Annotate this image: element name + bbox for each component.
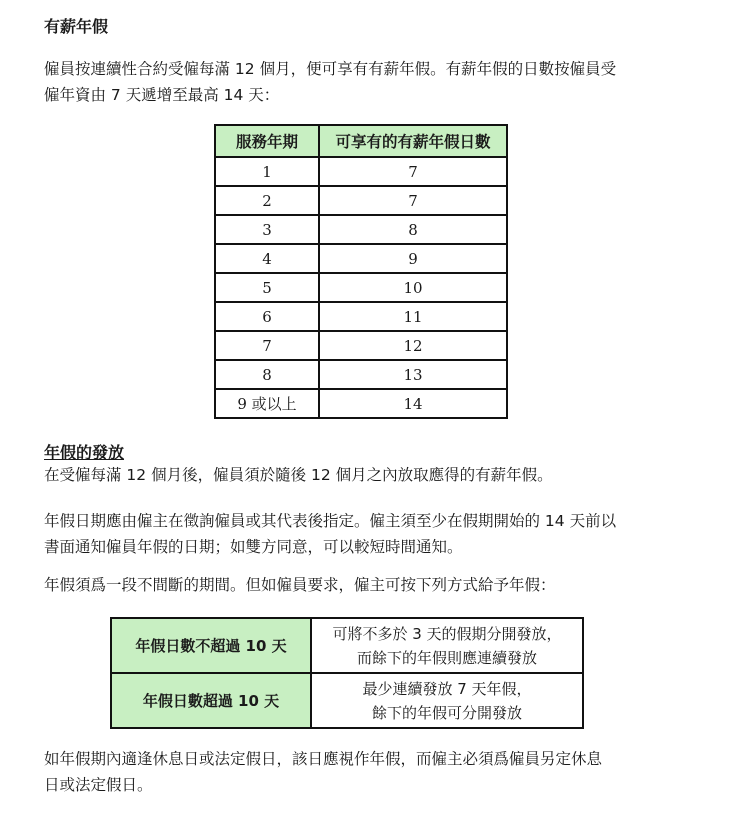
notice-line-2: 書面通知僱員年假的日期；如雙方同意，可以較短時間通知。 (44, 538, 463, 556)
intro-line-1: 僱員按連續性合約受僱每滿 12 個月，便可享有有薪年假。有薪年假的日數按僱員受 (44, 60, 617, 78)
condition-cell: 年假日數超過 10 天 (111, 673, 311, 728)
days-cell: 9 (319, 244, 507, 273)
table-row (215, 244, 507, 273)
table-row (215, 302, 507, 331)
header-years-of-service: 服務年期 (215, 125, 319, 157)
arrangement-cell (311, 673, 583, 728)
years-cell: 7 (215, 331, 319, 360)
arrangement-line-1: 最少連續發放 7 天年假， (362, 679, 532, 698)
table-row (215, 157, 507, 186)
years-cell: 9 或以上 (215, 389, 319, 418)
heading-paid-annual-leave: 有薪年假 (44, 17, 109, 36)
years-cell: 6 (215, 302, 319, 331)
leave-entitlement-table (214, 124, 508, 419)
years-cell: 5 (215, 273, 319, 302)
years-cell: 2 (215, 186, 319, 215)
continuous-paragraph: 年假須爲一段不間斷的期間。但如僱員要求，僱主可按下列方式給予年假： (44, 576, 556, 594)
heading-leave-grant: 年假的發放 (44, 443, 125, 462)
leave-distribution-table (110, 617, 584, 729)
table-row (215, 273, 507, 302)
notice-paragraph (44, 508, 704, 560)
table-row (215, 389, 507, 418)
header-leave-days: 可享有的有薪年假日數 (319, 125, 507, 157)
table-row (215, 331, 507, 360)
days-cell: 11 (319, 302, 507, 331)
intro-line-2: 僱年資由 7 天遞增至最高 14 天： (44, 86, 280, 104)
table-row (111, 618, 583, 673)
years-cell: 3 (215, 215, 319, 244)
arrangement-line-2: 餘下的年假可分開發放 (371, 703, 522, 722)
notice-line-1: 年假日期應由僱主在徵詢僱員或其代表後指定。僱主須至少在假期開始的 14 天前以 (44, 512, 617, 530)
years-cell: 1 (215, 157, 319, 186)
holiday-line-2: 日或法定假日。 (44, 776, 153, 794)
table-row (215, 215, 507, 244)
years-cell: 4 (215, 244, 319, 273)
grant-paragraph: 在受僱每滿 12 個月後，僱員須於隨後 12 個月之內放取應得的有薪年假。 (44, 466, 553, 484)
arrangement-line-1: 可將不多於 3 天的假期分開發放， (332, 624, 562, 643)
holiday-paragraph (44, 746, 704, 798)
arrangement-line-2: 而餘下的年假則應連續發放 (356, 648, 537, 667)
days-cell: 13 (319, 360, 507, 389)
days-cell: 7 (319, 157, 507, 186)
arrangement-cell (311, 618, 583, 673)
table-row (215, 360, 507, 389)
days-cell: 14 (319, 389, 507, 418)
table-row (111, 673, 583, 728)
years-cell: 8 (215, 360, 319, 389)
holiday-line-1: 如年假期內適逢休息日或法定假日，該日應視作年假，而僱主必須爲僱員另定休息 (44, 750, 603, 768)
table-row (215, 186, 507, 215)
intro-paragraph (44, 56, 704, 108)
days-cell: 7 (319, 186, 507, 215)
table-header-row (215, 125, 507, 157)
days-cell: 8 (319, 215, 507, 244)
days-cell: 12 (319, 331, 507, 360)
days-cell: 10 (319, 273, 507, 302)
condition-cell: 年假日數不超過 10 天 (111, 618, 311, 673)
